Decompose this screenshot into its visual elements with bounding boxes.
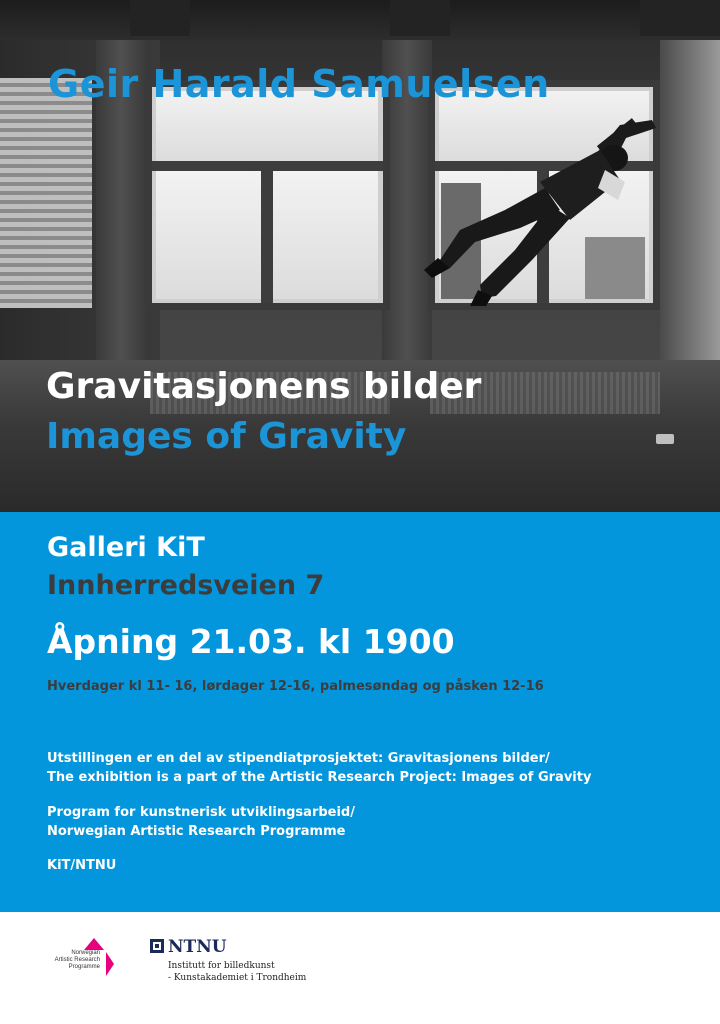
ceiling-beam <box>640 0 720 36</box>
title-english: Images of Gravity <box>46 416 407 457</box>
ntnu-logo-icon <box>150 939 164 953</box>
leaping-figure <box>420 110 680 320</box>
nar-logo-line: Norwegian <box>71 950 100 956</box>
title-norwegian: Gravitasjonens bilder <box>46 366 482 407</box>
project-description <box>47 749 591 787</box>
nar-logo-line: Artistic Research <box>54 957 100 963</box>
nar-logo-line: Programme <box>68 964 100 970</box>
ceiling-beam <box>130 0 190 36</box>
ntnu-name: NTNU <box>168 937 227 957</box>
programme-description <box>47 803 355 841</box>
project-line: The exhibition is a part of the Artistic Research Project: Images of Gravity <box>47 770 592 785</box>
ceiling <box>0 0 720 40</box>
wall-outlet <box>656 434 674 444</box>
nar-logo-text <box>36 950 100 971</box>
ntnu-department-line: Institutt for billedkunst <box>168 961 275 971</box>
institution-label: KiT/NTNU <box>47 858 117 873</box>
ceiling-beam <box>390 0 450 36</box>
programme-line: Norwegian Artistic Research Programme <box>47 824 346 839</box>
venue-address: Innherredsveien 7 <box>47 570 325 601</box>
ntnu-department <box>168 960 306 984</box>
project-line: Utstillingen er en del av stipendiatprosjektet: Gravitasjonens bilder/ <box>47 751 550 766</box>
opening-hours: Hverdager kl 11- 16, lørdager 12-16, palmesøndag og påsken 12-16 <box>47 679 544 694</box>
window-blind <box>0 78 92 308</box>
programme-line: Program for kunstnerisk utviklingsarbeid/ <box>47 805 355 820</box>
opening-date: Åpning 21.03. kl 1900 <box>47 622 455 661</box>
institution <box>47 856 116 875</box>
venue-name: Galleri KiT <box>47 532 205 563</box>
artist-name: Geir Harald Samuelsen <box>48 62 550 106</box>
ntnu-department-line: - Kunstakademiet i Trondheim <box>168 973 307 983</box>
left-window <box>145 80 390 310</box>
